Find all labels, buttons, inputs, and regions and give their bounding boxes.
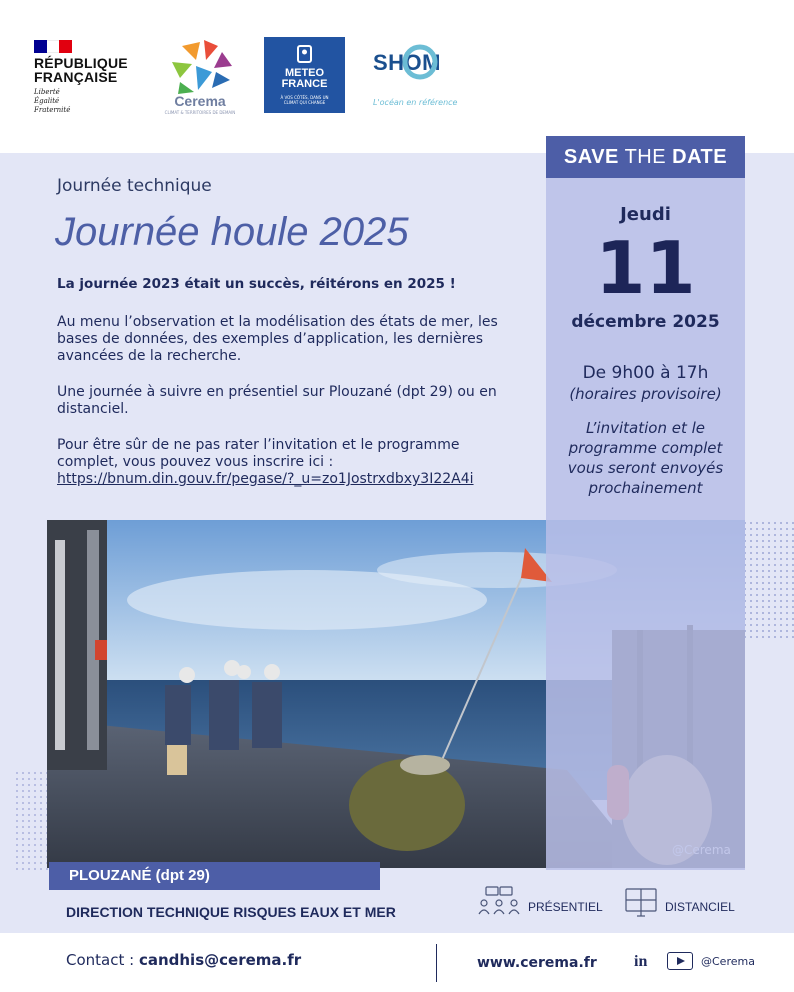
shom-tagline: L'océan en référence [373, 98, 458, 107]
meteo-name-line2: FRANCE [281, 78, 328, 90]
invite-note: L’invitation et le programme complet vous seront envoyés prochainement [567, 419, 724, 497]
meteo-france-logo [264, 37, 345, 113]
event-day-number: 11 [595, 226, 696, 310]
meteo-tagline: À VOS CÔTÉS, DANS UN CLIMAT QUI CHANGE [280, 95, 329, 105]
event-lead: La journée 2023 était un succès, réitérons en 2025 ! [57, 276, 456, 292]
contact-label: Contact : [66, 951, 139, 969]
meteo-figure-icon [297, 45, 312, 63]
event-month-year: décembre 2025 [571, 312, 720, 332]
french-flag-icon [34, 40, 72, 53]
linkedin-icon[interactable]: in [634, 953, 648, 970]
meteo-name-line1: METEO [284, 67, 325, 79]
social-handle: @Cerema [701, 955, 755, 968]
direction-label: DIRECTION TECHNIQUE RISQUES EAUX ET MER [66, 904, 396, 920]
website-link[interactable]: www.cerema.fr [477, 955, 597, 971]
register-text: Pour être sûr de ne pas rater l’invitation et le programme complet, vous pouvez vous inscrire ici : [57, 437, 460, 470]
event-hours: De 9h00 à 17h [582, 363, 709, 383]
mode-onsite: PRÉSENTIEL [528, 900, 603, 914]
contact-line [66, 951, 301, 969]
rf-title-line2: FRANÇAISE [34, 69, 118, 85]
event-category: Journée technique [57, 176, 212, 196]
location-badge: PLOUZANÉ (dpt 29) [49, 862, 380, 890]
youtube-icon[interactable] [667, 952, 693, 970]
event-title: Journée houle 2025 [55, 210, 409, 254]
event-paragraph-format: Une journée à suivre en présentiel sur Plouzané (dpt 29) ou en distanciel. [57, 384, 497, 417]
group-people-icon [478, 886, 520, 916]
event-paragraph-program: Au menu l’observation et la modélisation des états de mer, les bases de données, des exemples d’application, les dernières avancées de la recherche. [57, 314, 498, 364]
shom-ring-icon [400, 42, 440, 82]
shom-wordmark: SHOM [373, 50, 441, 75]
event-hours-note: (horaires provisoire) [569, 385, 722, 403]
republique-francaise-logo [34, 40, 128, 115]
footer-divider [436, 944, 437, 982]
video-conference-icon [625, 888, 657, 918]
registration-link[interactable]: https://bnum.din.gouv.fr/pegase/?_u=zo1Jostrxdbxy3I22A4i [57, 471, 474, 487]
cerema-tagline: CLIMAT & TERRITOIRES DE DEMAIN [164, 110, 236, 115]
mode-remote: DISTANCIEL [665, 900, 735, 914]
event-day-name: Jeudi [620, 204, 671, 225]
contact-email[interactable]: candhis@cerema.fr [138, 951, 302, 969]
save-the-date-banner: SAVE THE DATE [546, 136, 745, 178]
rf-motto: Liberté Égalité Fraternité [34, 88, 71, 114]
cerema-wordmark: Cerema [174, 93, 226, 109]
rf-title-line1: RÉPUBLIQUE [34, 55, 128, 71]
event-paragraph-register [57, 437, 525, 488]
